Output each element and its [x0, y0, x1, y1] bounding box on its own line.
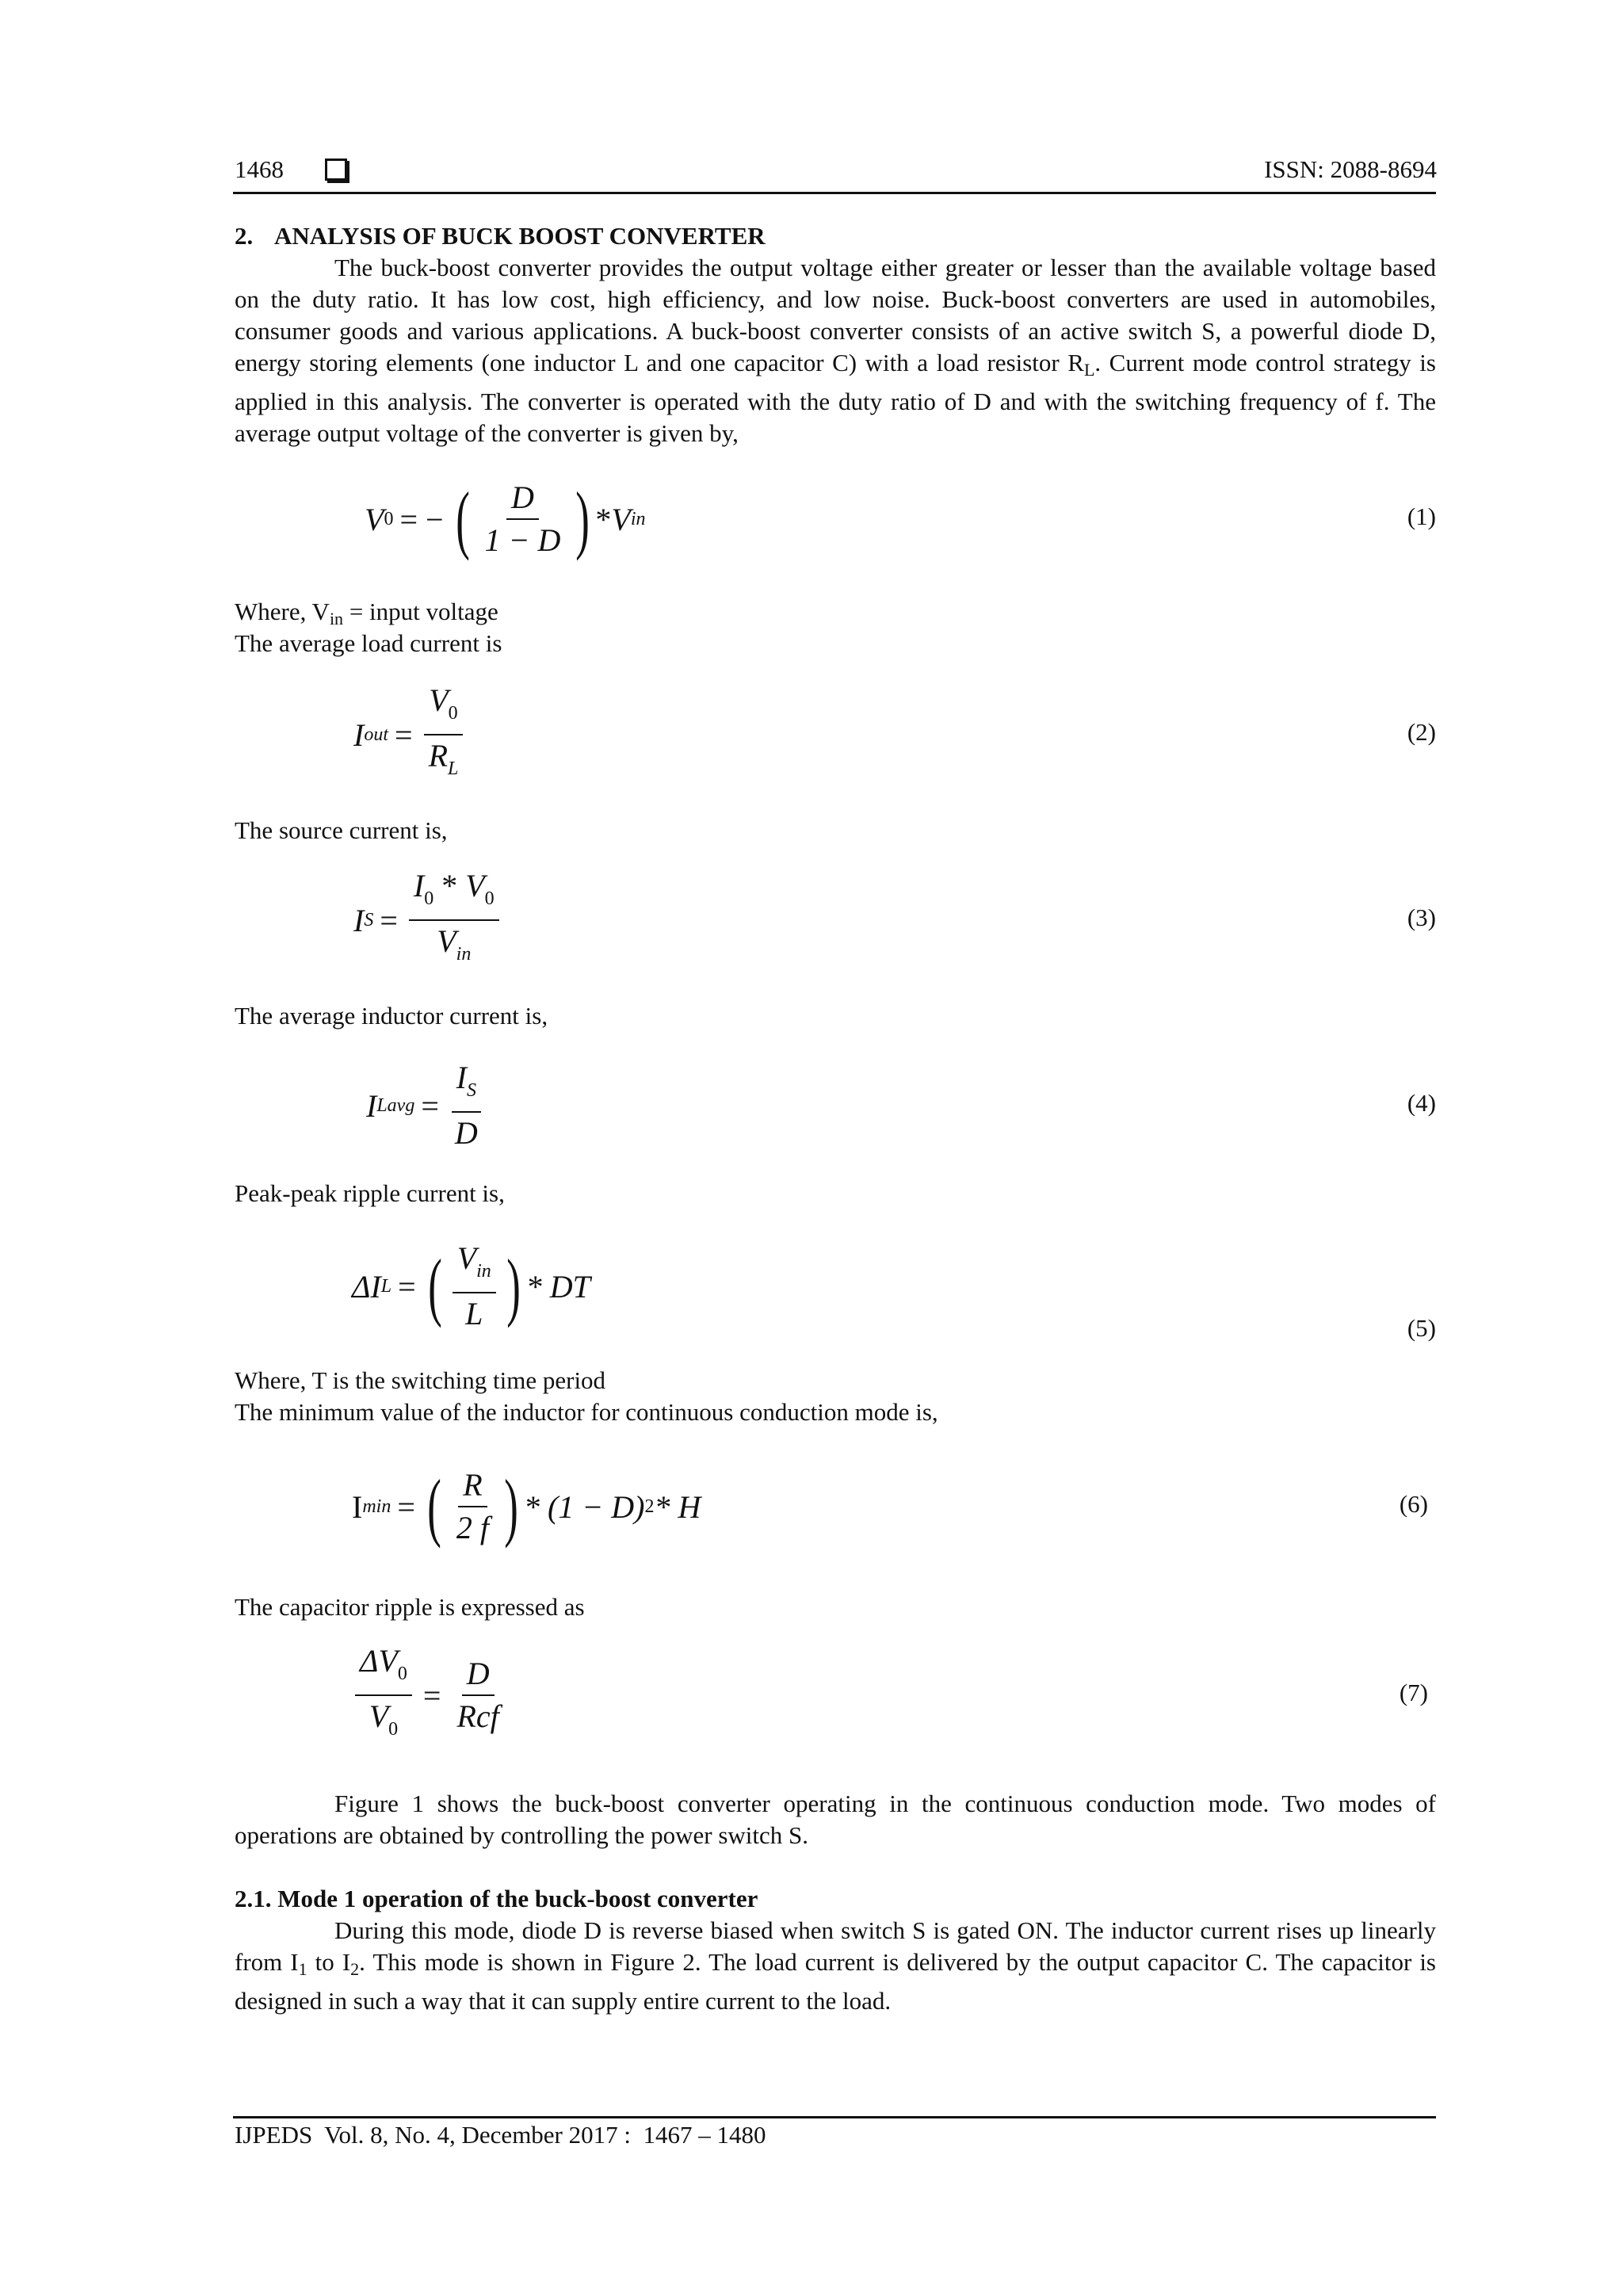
eq6-left-paren: (: [427, 1464, 441, 1549]
eq3-num-mul: *: [433, 868, 466, 904]
cap-ripple-text: The capacitor ripple is expressed as: [235, 1593, 585, 1621]
eq5-lhs: ΔI: [352, 1268, 381, 1305]
mode1-text-a: During this mode, diode D is reverse biased when switch S is gated ON. The inductor current rises up linearly from I: [235, 1916, 1436, 1976]
eq7-lhs-numerator: ΔV: [360, 1643, 398, 1679]
equation-6: [235, 1455, 1436, 1558]
eq4-denominator: D: [454, 1115, 478, 1151]
section-number: 2.: [235, 222, 254, 250]
eq6-lhs-sub: min: [362, 1496, 391, 1517]
eq6-right-paren: ): [504, 1464, 518, 1549]
mode1-text-c: . This mode is shown in Figure 2. The load current is delivered by the output capacitor C. The capacitor is designed in such a way that it can supply entire current to the load.: [235, 1948, 1436, 2015]
avg-load-text: The average load current is: [235, 629, 502, 657]
header-rule: [233, 192, 1436, 194]
eq6-numerator: R: [458, 1468, 487, 1507]
eq5-number: (5): [1407, 1314, 1436, 1342]
eq2-lhs-sub: out: [364, 724, 388, 745]
where-vin-b: = input voltage: [343, 598, 498, 625]
eq4-number: (4): [1407, 1089, 1436, 1117]
eq4-lhs-sub: Lavg: [376, 1095, 415, 1116]
eq6-number: (6): [1399, 1490, 1428, 1518]
footer-citation: IJPEDS Vol. 8, No. 4, December 2017 : 1467 – 1480: [235, 2121, 766, 2149]
eq2-num-sub: 0: [448, 703, 458, 724]
eq1-left-paren: (: [455, 476, 470, 561]
eq3-lhs: I: [353, 902, 365, 938]
eq3-den-sub: in: [456, 944, 472, 965]
eq4-num-sub: S: [467, 1080, 476, 1101]
equation-7: [235, 1644, 1436, 1747]
eq6-denominator: 2 f: [456, 1510, 489, 1545]
eq5-left-paren: (: [427, 1244, 442, 1328]
intro-sub: L: [1083, 360, 1095, 380]
eq1-lhs: V: [365, 501, 384, 537]
eq3-number: (3): [1407, 904, 1436, 931]
eq3-fraction: [409, 869, 499, 972]
ripple-text: Peak-peak ripple current is,: [235, 1179, 505, 1207]
eq7-denominator: Rcf: [456, 1698, 499, 1734]
eq6-lhs: I: [352, 1488, 363, 1525]
eq2-denominator: R: [428, 738, 448, 774]
eq1-right-paren: ): [575, 476, 590, 561]
eq1-lhs-sub: 0: [384, 508, 394, 529]
mode1-paragraph: [235, 1915, 1436, 2017]
equation-3: [235, 869, 1436, 972]
eq4-lhs: I: [366, 1087, 377, 1124]
eq1-number: (1): [1407, 502, 1436, 530]
subsection-title: Mode 1 operation of the buck-boost converter: [277, 1885, 758, 1912]
mode1-text-b: to I: [307, 1948, 351, 1976]
eq5-equals: =: [398, 1268, 416, 1305]
eq6-fraction: [452, 1468, 494, 1545]
intro-text-a: The buck-boost converter provides the output voltage either greater or lesser than the available voltage based on the duty ratio. It has low cost, high efficiency, and low noise. Buck-boost converters are used in automobiles, consumer goods and various applications. A buck-boost converter consists of an active switch S, a powerful diode D, energy storing elements (one inductor L and one capacitor C) with a load resistor R: [235, 254, 1436, 376]
where-t-text: Where, T is the switching time period: [235, 1366, 606, 1394]
eq3-num-b: V: [465, 868, 485, 904]
eq3-num-a: I: [413, 868, 425, 904]
eq3-num-a-sub: 0: [424, 888, 434, 909]
eq4-equals: =: [421, 1087, 439, 1124]
footer-rule: [233, 2116, 1436, 2118]
eq7-numerator: D: [462, 1656, 495, 1696]
eq1-numerator: D: [506, 480, 539, 520]
eq2-lhs: I: [353, 716, 365, 753]
equation-1: [235, 468, 1436, 571]
figure-paragraph: Figure 1 shows the buck-boost converter operating in the continuous conduction mode. Two modes of operations are obtained by controlling the power switch S.: [235, 1790, 1436, 1849]
eq1-rhs: V: [611, 501, 631, 537]
eq6-rhs-a: * (1 − D): [523, 1488, 645, 1525]
eq7-lhs-denominator: V: [369, 1698, 389, 1734]
eq2-equals: =: [395, 716, 413, 753]
where-vin-a: Where, V: [235, 598, 330, 625]
square-bullet-icon: [325, 159, 347, 181]
eq7-lhs-den-sub: 0: [388, 1719, 399, 1740]
equation-4: [235, 1054, 1436, 1157]
eq4-numerator: I: [456, 1060, 467, 1095]
where-vin-sub: in: [329, 609, 344, 628]
eq5-fraction: [453, 1241, 496, 1331]
avg-inductor-text: The average inductor current is,: [235, 1002, 548, 1030]
eq5-lhs-sub: L: [380, 1275, 392, 1297]
eq2-den-sub: L: [448, 758, 459, 779]
source-current-text: The source current is,: [235, 816, 448, 844]
eq5-denominator: L: [465, 1296, 483, 1331]
eq1-mul: *: [595, 501, 612, 537]
intro-paragraph: [235, 252, 1436, 449]
eq3-denominator: V: [437, 923, 456, 959]
eq1-sign: = −: [399, 501, 444, 537]
eq2-number: (2): [1407, 718, 1436, 746]
eq7-lhs-fraction: [355, 1644, 412, 1747]
eq7-equals: =: [422, 1677, 441, 1713]
eq5-right-paren: ): [506, 1244, 521, 1328]
eq1-denominator: 1 − D: [484, 522, 561, 558]
eq1-fraction: [480, 480, 566, 558]
section-title: ANALYSIS OF BUCK BOOST CONVERTER: [274, 222, 766, 250]
eq6-rhs-sup: 2: [644, 1496, 655, 1517]
eq7-lhs-num-sub: 0: [397, 1664, 407, 1684]
intro-text-b: . Current mode control strategy is applied in this analysis. The converter is operated with the duty ratio of D and with the switching frequency of f. The average output voltage of the converter is given by,: [235, 349, 1436, 447]
section-heading: [235, 220, 1436, 252]
issn: ISSN: 2088-8694: [1264, 155, 1437, 183]
equation-2: [235, 683, 1436, 786]
eq6-equals: =: [397, 1488, 415, 1525]
eq6-rhs-b: * H: [654, 1488, 701, 1525]
mode1-sub2: 2: [350, 1959, 360, 1979]
subsection-heading: [235, 1883, 1436, 1915]
eq5-numerator: V: [456, 1240, 477, 1276]
min-inductor-text: The minimum value of the inductor for continuous conduction mode is,: [235, 1398, 938, 1426]
eq2-numerator: V: [429, 682, 449, 718]
eq4-fraction: [450, 1060, 483, 1151]
eq5-rhs: * DT: [525, 1268, 590, 1305]
eq7-rhs-fraction: [452, 1656, 503, 1734]
mode1-sub1: 1: [298, 1959, 307, 1979]
eq3-num-b-sub: 0: [484, 888, 495, 909]
eq5-num-sub: in: [476, 1261, 491, 1282]
eq3-lhs-sub: S: [364, 909, 374, 930]
equation-5: [235, 1235, 1436, 1342]
eq7-number: (7): [1399, 1679, 1428, 1706]
eq3-equals: =: [380, 902, 398, 938]
page-number: 1468: [235, 155, 284, 183]
eq2-fraction: [424, 683, 464, 786]
subsection-number: 2.1.: [235, 1885, 272, 1912]
eq1-rhs-sub: in: [630, 508, 646, 529]
